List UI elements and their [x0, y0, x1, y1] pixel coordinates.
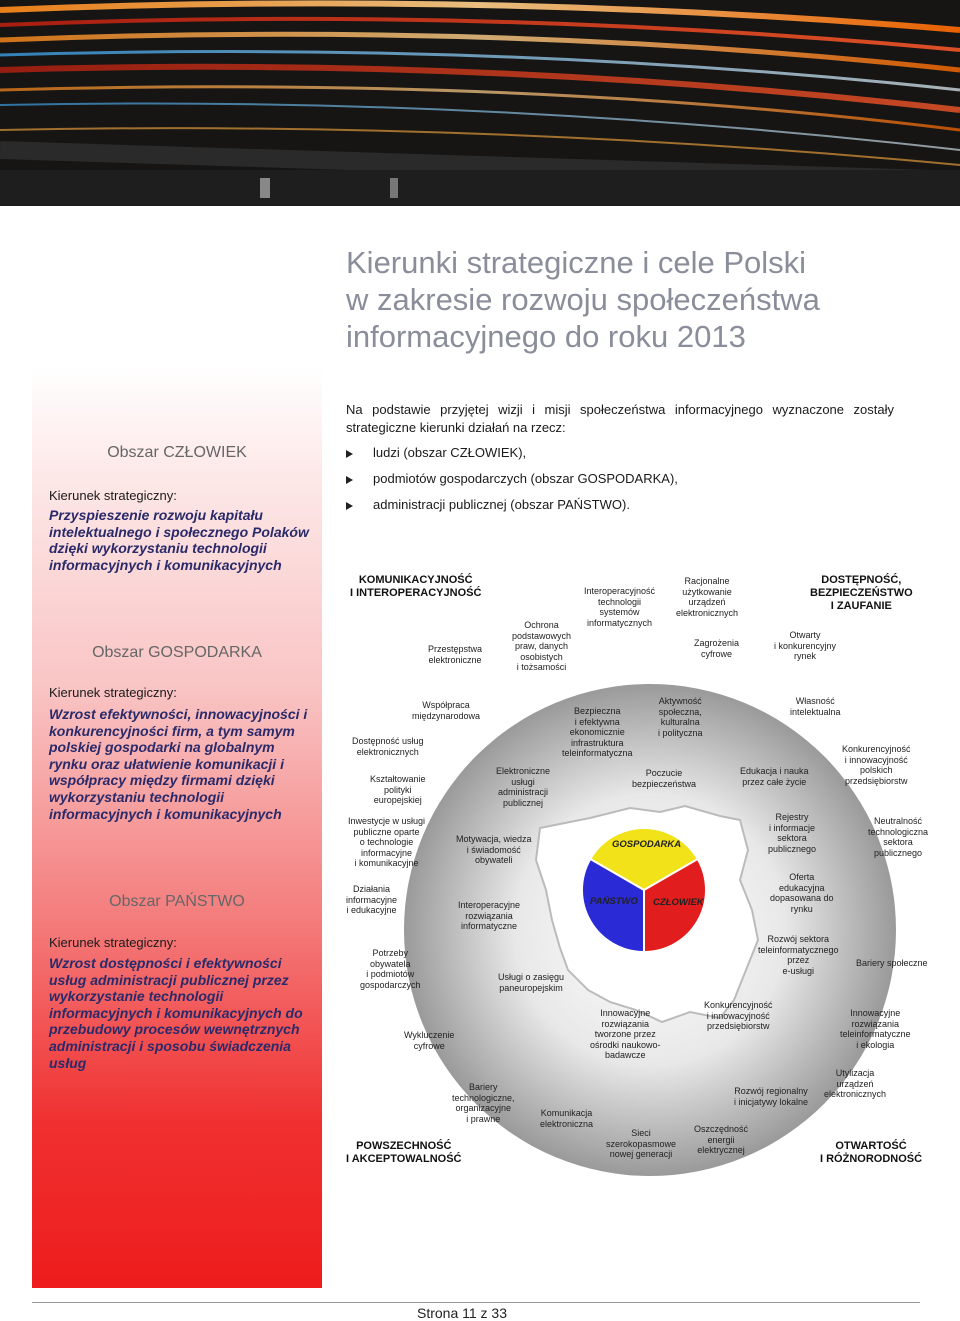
- outer-label: Bariery społeczne: [856, 958, 928, 968]
- list-item: [346, 497, 630, 512]
- list-item: [346, 445, 526, 460]
- outer-label: Bariery technologiczne, organizacyjne i prawne: [452, 1082, 515, 1124]
- wheel-label-panstwo: PAŃSTWO: [590, 896, 638, 907]
- inner-label: Usługi o zasięgu paneuropejskim: [498, 972, 565, 993]
- direction-text: Wzrost efektywności, innowacyjności i konkurencyjności firm, a tym samym polskiej gospodarki na globalnym rynku oraz ułatwienie komunikacji i współpracy między firmami dzięki wykorzystaniu technologii informacyjnych i komunikacyjnych: [49, 706, 308, 822]
- inner-label: Elektroniczne usługi administracji publicznej: [496, 766, 551, 808]
- wheel-label-gospodarka: GOSPODARKA: [612, 839, 682, 850]
- outer-label: Innowacyjne rozwiązania teleinformatyczne i ekologia: [840, 1008, 911, 1050]
- direction-text: Wzrost dostępności i efektywności usług administracji publicznej przez wykorzystanie technologii informacyjnych i komunikacyjnych do przebudowy procesów wewnętrznych administracji i sposobu świadczenia usług: [49, 955, 303, 1071]
- outer-label: Racjonalne użytkowanie urządzeń elektronicznych: [676, 576, 739, 618]
- outer-label: Własność intelektualna: [790, 696, 841, 717]
- direction-label: Kierunek strategiczny:: [49, 488, 177, 503]
- strategic-areas-sidebar: [32, 366, 322, 1288]
- inner-label: Rozwój sektora teleinformatycznego przez e-usługi: [758, 934, 839, 976]
- inner-label: Edukacja i nauka przez całe życie: [740, 766, 809, 787]
- area-title: Obszar GOSPODARKA: [92, 644, 262, 661]
- outer-label: Konkurencyjność i innowacyjność polskich przedsiębiorstw: [842, 744, 911, 786]
- strategy-diagram: [340, 560, 960, 1180]
- triangle-bullet-icon: [346, 450, 353, 458]
- outer-label: Zagrożenia cyfrowe: [694, 638, 740, 659]
- outer-label: Ochrona podstawowych praw, danych osobistych i tożsamości: [512, 620, 572, 672]
- title-line: informacyjnego do roku 2013: [346, 319, 746, 354]
- outer-label: Sieci szerokopasmowe nowej generacji: [606, 1128, 677, 1159]
- outer-label: Współpraca międzynarodowa: [412, 700, 481, 721]
- outer-label: Utylizacja urządzeń elektronicznych: [824, 1068, 887, 1099]
- outer-label: Rozwój regionalny i inicjatywy lokalne: [734, 1086, 809, 1107]
- light-trails-illustration: [0, 0, 960, 206]
- inner-label: Oferta edukacyjna dopasowana do rynku: [770, 872, 834, 914]
- inner-label: Poczucie bezpieczeństwa: [632, 768, 697, 789]
- inner-label: Rejestry i informacje sektora publicznego: [768, 812, 817, 854]
- title-line: Kierunki strategiczne i cele Polski: [346, 245, 807, 280]
- outer-label: Przestępstwa elektroniczne: [428, 644, 483, 665]
- outer-label: Inwestycje w usługi publiczne oparte o technologie informacyjne i komunikacyjne: [348, 816, 426, 868]
- triangle-bullet-icon: [346, 502, 353, 510]
- header-photo: [0, 0, 960, 206]
- inner-label: Konkurencyjność i innowacyjność przedsiębiorstw: [704, 1000, 773, 1031]
- area-title: Obszar PAŃSTWO: [109, 893, 245, 910]
- title-line: w zakresie rozwoju społeczeństwa: [346, 282, 820, 317]
- intro-paragraph: Na podstawie przyjętej wizji i misji społeczeństwa informacyjnego wyznaczone zostały strategiczne kierunki działań na rzecz:: [346, 402, 894, 435]
- outer-label: Neutralność technologiczna sektora publicznego: [868, 816, 929, 858]
- list-item-text: ludzi (obszar CZŁOWIEK),: [373, 445, 527, 460]
- list-item-text: podmiotów gospodarczych (obszar GOSPODARKA),: [373, 471, 678, 486]
- list-item: [346, 471, 678, 486]
- outer-label: Oszczędność energii elektrycznej: [694, 1124, 749, 1155]
- inner-label: Interoperacyjne rozwiązania informatyczne: [458, 900, 521, 931]
- outer-label: Wykluczenie cyfrowe: [404, 1030, 455, 1051]
- direction-label: Kierunek strategiczny:: [49, 935, 177, 950]
- outer-label: Otwarty i konkurencyjny rynek: [774, 630, 837, 661]
- corner-label: OTWARTOŚĆ I RÓŻNORODNOŚĆ: [820, 1140, 923, 1165]
- outer-label: Komunikacja elektroniczna: [540, 1108, 594, 1129]
- list-item-text: administracji publicznej (obszar PAŃSTWO).: [373, 497, 630, 512]
- outer-label: Interoperacyjność technologii systemów informatycznych: [584, 586, 656, 628]
- area-title: Obszar CZŁOWIEK: [107, 444, 247, 461]
- wheel-label-czlowiek: CZŁOWIEK: [653, 897, 704, 908]
- footer-divider: [32, 1302, 920, 1303]
- page-number: Strona 11 z 33: [416, 1305, 508, 1321]
- outer-label: Potrzeby obywatela i podmiotów gospodarczych: [360, 948, 421, 990]
- corner-label: KOMUNIKACYJNOŚĆ I INTEROPERACYJNOŚĆ: [350, 574, 482, 599]
- corner-label: POWSZECHNOŚĆ I AKCEPTOWALNOŚĆ: [346, 1140, 462, 1165]
- outer-label: Dostępność usług elektronicznych: [352, 736, 424, 757]
- corner-label: DOSTĘPNOŚĆ, BEZPIECZEŃSTWO I ZAUFANIE: [810, 574, 913, 612]
- direction-text: Przyspieszenie rozwoju kapitału intelektualnego i społecznego Polaków dzięki wykorzystaniu technologii informacyjnych i komunikacyjnych: [49, 507, 309, 573]
- outer-label: Kształtowanie polityki europejskiej: [370, 774, 426, 805]
- outer-label: Działania informacyjne i edukacyjne: [346, 884, 398, 915]
- inner-label: Bezpieczna i efektywna ekonomicznie infrastruktura teleinformatyczna: [562, 706, 633, 758]
- inner-label: Innowacyjne rozwiązania tworzone przez ośrodki naukowo- badawcze: [590, 1008, 661, 1060]
- page-title: [346, 244, 946, 355]
- inner-label: Motywacja, wiedza i świadomość obywateli: [456, 834, 532, 865]
- inner-label: Aktywność społeczna, kulturalna i polityczna: [658, 696, 703, 738]
- triangle-bullet-icon: [346, 476, 353, 484]
- direction-label: Kierunek strategiczny:: [49, 685, 177, 700]
